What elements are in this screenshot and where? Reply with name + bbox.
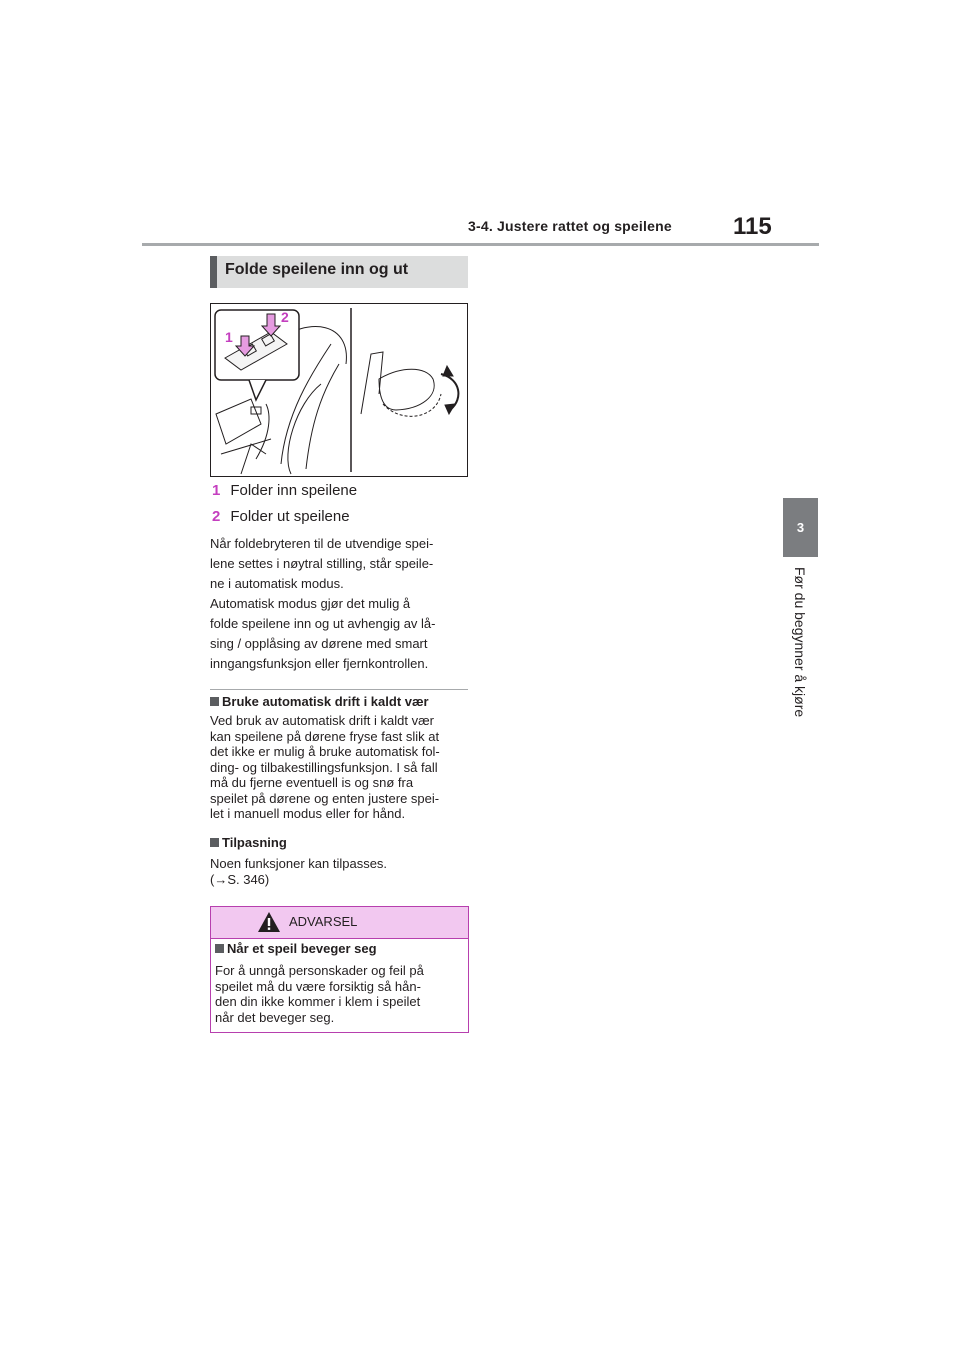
cold-weather-text [210, 713, 472, 822]
warning-triangle-icon [257, 911, 281, 933]
warning-box [210, 906, 469, 1033]
text-line: Ved bruk av automatisk drift i kaldt vær [210, 713, 434, 728]
customization-text [210, 856, 472, 887]
text-line: den din ikke kommer i klem i speilet [215, 994, 421, 1009]
step-number: 1 [212, 482, 221, 499]
text-line: Automatisk modus gjør det mulig å [210, 596, 411, 611]
heading-text: Bruke automatisk drift i kaldt vær [222, 694, 429, 709]
text-line: folde speilene inn og ut avhengig av lå- [210, 616, 436, 631]
warning-title: ADVARSEL [289, 914, 358, 929]
text-line: speilet på dørene og enten justere spei- [210, 790, 440, 806]
page-reference-link[interactable]: (→S. 346) [210, 871, 270, 887]
text-line: når det beveger seg. [215, 1009, 335, 1025]
chapter-number: 3 [796, 520, 805, 535]
text-line: lene settes i nøytral stilling, står speile- [210, 556, 434, 571]
text-line: må du fjerne eventuell is og snø fra [210, 775, 414, 790]
figure-callout-2: 2 [281, 309, 289, 325]
text-line: sing / opplåsing av dørene med smart [210, 636, 428, 651]
step-item [212, 482, 357, 499]
step-text: Folder ut speilene [230, 508, 350, 525]
text-line: ne i automatisk modus. [210, 576, 344, 591]
heading-text: Tilpasning [222, 835, 287, 850]
text-line: inngangsfunksjon eller fjernkontrollen. [210, 656, 429, 671]
figure-callout-1: 1 [225, 329, 233, 345]
square-bullet-icon [215, 944, 224, 953]
text-line: kan speilene på dørene fryse fast slik at [210, 728, 440, 744]
intro-paragraph [210, 534, 472, 674]
page-number: 115 [733, 213, 772, 240]
customization-heading [210, 835, 287, 850]
text-line: Når foldebryteren til de utvendige spei- [210, 536, 434, 551]
running-header-section: 3-4. Justere rattet og speilene [468, 218, 672, 234]
chapter-title: Før du begynner å kjøre [792, 567, 808, 718]
heading-text: Når et speil beveger seg [227, 941, 377, 956]
text-line: For å unngå personskader og feil på [215, 963, 424, 978]
text-line: let i manuell modus eller for hånd. [210, 806, 406, 821]
text-line: speilet må du være forsiktig så hån- [215, 978, 421, 994]
text-line: Noen funksjoner kan tilpasses. [210, 856, 388, 871]
warning-header [211, 907, 468, 939]
text-line: ding- og tilbakestillingsfunksjon. I så fall [210, 759, 438, 775]
warning-text [215, 963, 465, 1025]
section-title: Folde speilene inn og ut [225, 261, 409, 278]
header-rule [142, 243, 819, 246]
mirror-fold-illustration [210, 303, 468, 477]
warning-heading [215, 941, 377, 956]
square-bullet-icon [210, 838, 219, 847]
step-number: 2 [212, 508, 221, 525]
section-title-bar [210, 256, 468, 288]
cold-weather-heading [210, 694, 429, 709]
chapter-tab [783, 498, 818, 557]
text-line: det ikke er mulig å bruke automatisk fol- [210, 744, 440, 759]
subsection-rule [210, 689, 468, 690]
illustration-drawing [211, 304, 467, 476]
step-text: Folder inn speilene [230, 482, 358, 499]
square-bullet-icon [210, 697, 219, 706]
step-item [212, 508, 350, 525]
